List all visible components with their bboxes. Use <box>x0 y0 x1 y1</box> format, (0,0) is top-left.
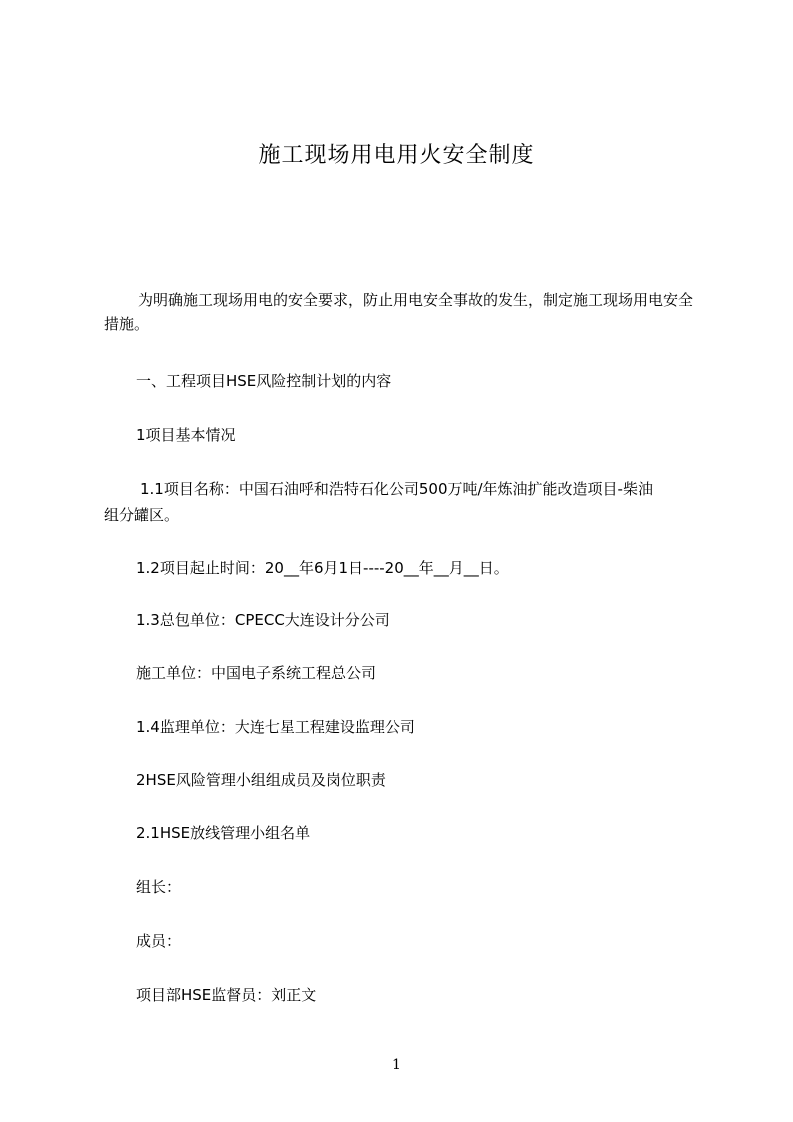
item-project-name-continued: 组分罐区。 <box>104 506 180 524</box>
team-members: 成员： <box>136 932 182 950</box>
intro-paragraph: 为明确施工现场用电的安全要求，防止用电安全事故的发生，制定施工现场用电安全措施。 <box>104 291 694 333</box>
hse-supervisor: 项目部HSE监督员：刘正文 <box>136 986 317 1004</box>
item-project-dates: 1.2项目起止时间：20__年6月1日----20__年__月__日。 <box>136 559 509 577</box>
team-leader: 组长： <box>136 878 182 896</box>
item-general-contractor: 1.3总包单位：CPECC大连设计分公司 <box>136 611 390 629</box>
item-supervision-unit: 1.4监理单位：大连七星工程建设监理公司 <box>136 718 415 736</box>
document-title: 施工现场用电用火安全制度 <box>258 143 535 168</box>
page-number: 1 <box>392 1057 401 1073</box>
section-hse-team: 2HSE风险管理小组组成员及岗位职责 <box>136 771 386 789</box>
item-project-name: 1.1项目名称：中国石油呼和浩特石化公司500万吨/年炼油扩能改造项目-柴油 <box>140 480 653 498</box>
item-hse-team-list: 2.1HSE放线管理小组名单 <box>136 824 311 842</box>
heading-hse-plan: 一、工程项目HSE风险控制计划的内容 <box>136 372 392 390</box>
construction-unit: 施工单位：中国电子系统工程总公司 <box>136 664 377 682</box>
section-project-info: 1项目基本情况 <box>136 426 236 444</box>
